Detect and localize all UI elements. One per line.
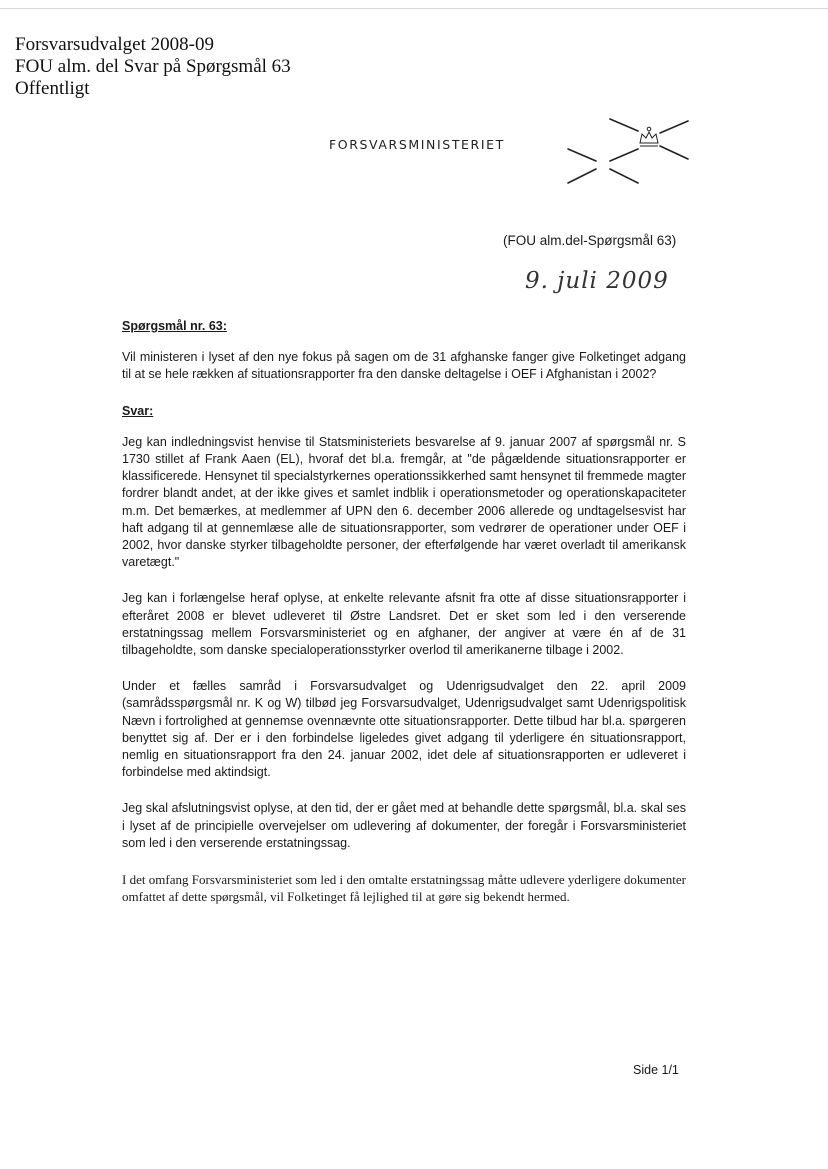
stamp-line-status: Offentligt: [15, 78, 90, 99]
stamp-line-reference: FOU alm. del Svar på Spørgsmål 63: [15, 56, 291, 77]
ministry-name: FORSVARSMINISTERIET: [329, 137, 505, 152]
question-heading: Spørgsmål nr. 63:: [122, 319, 227, 333]
answer-paragraph: Jeg kan indledningsvist henvise til Statsministeriets besvarelse af 9. januar 2007 af spørgsmål nr. S 1730 stillet af Frank Aaen (EL), hvoraf det bl.a. fremgår, at "de pågældende situationsrapporter er klassificerede. Hensynet til specialstyrkernes operationssikkerhed samt hensynet til fremmede magter fordrer blandt andet, at der ikke gives et samlet indblik i operationsmetoder og operationskapaciteter m.m. Det bemærkes, at medlemmer af UPN den 6. december 2006 allerede og undtagelsesvist har haft adgang til at gennemlæse alle de situationsrapporter, som vedrører de operationer under OEF i 2002, hvor danske styrker tilbageholdte personer, der efterfølgende har været overladt til amerikansk varetægt.": [122, 434, 686, 570]
page-number: Side 1/1: [633, 1063, 679, 1077]
document-reference: (FOU alm.del-Spørgsmål 63): [503, 233, 677, 248]
stamp-line-committee: Forsvarsudvalget 2008-09: [15, 34, 214, 55]
top-rule: [0, 8, 828, 9]
answer-heading: Svar:: [122, 403, 154, 418]
answer-paragraph: Jeg kan i forlængelse heraf oplyse, at enkelte relevante afsnit fra otte af disse situationsrapporter i efteråret 2008 er blevet udleveret til Østre Landsret. Det er sket som led i den verserende erstatningssag mellem Forsvarsministeriet og en afghaner, der angiver at være én af de 31 tilbageholdte, som danske specialoperationsstyrker overlod til amerikanerne tilbage i 2002.: [122, 591, 686, 658]
answer-paragraph: Under et fælles samråd i Forsvarsudvalget og Udenrigsudvalget den 22. april 2009 (samrådsspørgsmål nr. K og W) tilbød jeg Forsvarsudvalget, Udenrigsudvalget samt Udenrigspolitisk Nævn i fortrolighed at gennemse ovennævnte otte situationsrapporter. Dette tilbud har bl.a. spørgeren benyttet sig af. Der er i den forbindelse ligeledes givet adgang til yderligere én situationsrapport, nemlig en situationsrapport fra den 24. januar 2002, idet dele af situationsrapporten er udleveret i forbindelse med aktindsigt.: [122, 679, 686, 780]
question-text: Vil ministeren i lyset af den nye fokus på sagen om de 31 afghanske fanger give Folketinget adgang til at se hele rækken af situationsrapporter fra den danske deltagelse i OEF i Afghanistan i 2002?: [122, 350, 686, 382]
answer-paragraph: I det omfang Forsvarsministeriet som led i den omtalte erstatningssag måtte udlevere yderligere dokumenter omfattet af dette spørgsmål, vil Folketinget få lejlighed til at gøre sig bekendt hermed.: [122, 872, 686, 905]
header-stamp: [15, 34, 291, 100]
answer-paragraph: Jeg skal afslutningsvist oplyse, at den tid, der er gået med at behandle dette spørgsmål, bl.a. skal ses i lyset af de principielle overvejelser om udlevering af dokumenter, der foregår i Forsvarsministeriet som led i den verserende erstatningssag.: [122, 801, 686, 850]
document-body: [122, 318, 686, 924]
crowned-crossed-lines-emblem-icon: [562, 113, 692, 191]
handwritten-date: 9. juli 2009: [525, 268, 669, 294]
